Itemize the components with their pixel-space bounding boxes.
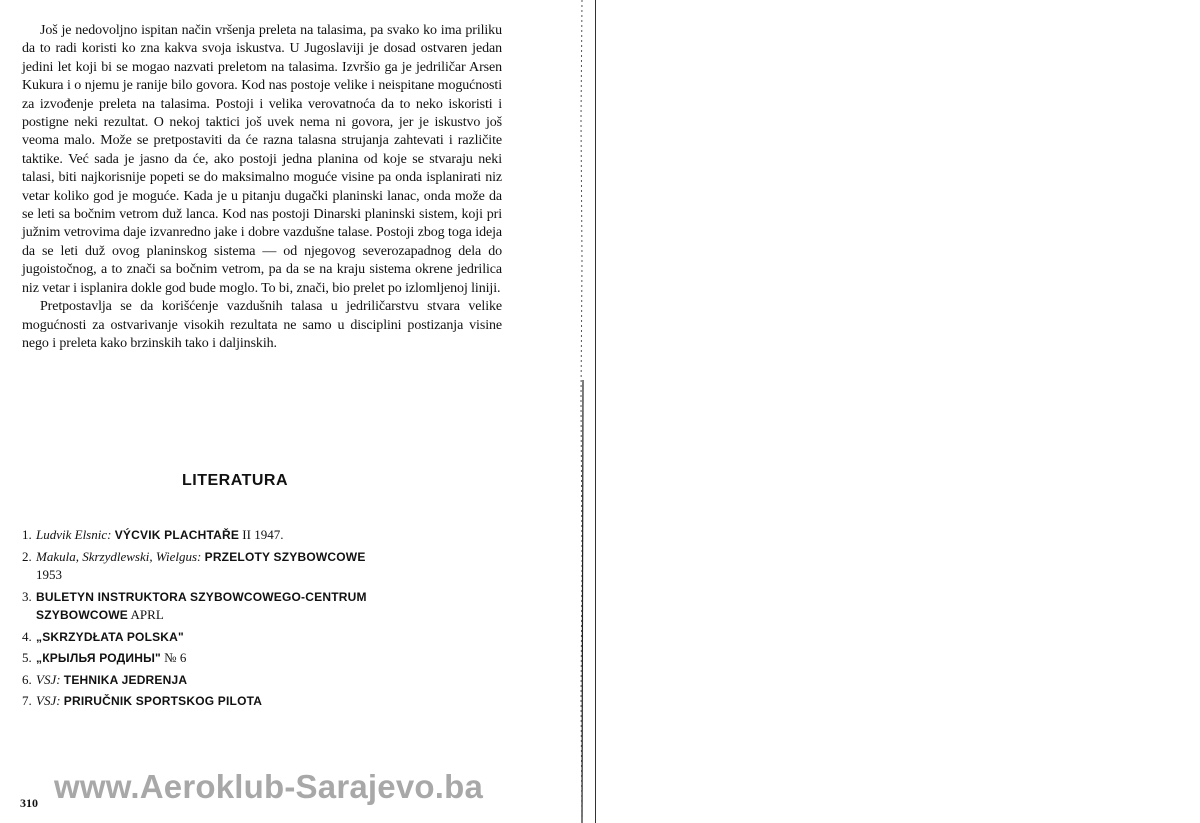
item-author: Makula, Skrzydlewski, Wielgus: <box>36 548 202 564</box>
blank-right-page <box>597 0 1200 823</box>
literature-item <box>22 548 452 585</box>
item-author: VSJ: <box>36 693 61 708</box>
item-number: 4. <box>22 628 32 644</box>
literature-item <box>22 588 452 625</box>
item-title: „SKRZYDŁATA POLSKA" <box>36 629 184 644</box>
site-watermark: www.Aeroklub-Sarajevo.ba <box>54 768 484 805</box>
body-paragraph-1: Još je nedovoljno ispitan način vršenja preleta na talasima, pa svako ko ima priliku da to radi koristi ko zna kakva svoja iskustva. U Jugoslaviji je dosad ostvaren jedan jedini let koji bi se mogao nazvati preletom na talasima. Izvršio ga je jedriličar Arsen Kukura i o njemu je ranije bilo govora. Kod nas postoje velike i neispitane mogućnosti za izvođenje preleta na talasima. Postoji i velika verovatnoća da to neko iskoristi i postigne neki rezultat. O nekoj taktici još uvek nema ni govora, jer je iskustvo još veoma malo. Može se pretpostaviti da će razna talasna strujanja zahtevati i različite taktike. Već sada je jasno da će, ako postoji jedna planina od koje se stvaraju neki talasi, biti najkorisnije popeti se do maksimalno moguće visine pa onda isplanirati niz vetar koliko god je moguće. Kada je u pitanju dugački planinski lanac, onda može da se leti sa bočnim vetrom duž lanca. Kod nas postoji Dinarski planinski sistem, koji pri južnim vetrovima daje izvanredno jake i dobre vazdušne talase. Postoji zbog toga ideja da se leti duž ovog planinskog sistema — od njegovog severozapadnog dela do jugoistočnog, a to znači sa bočnim vetrom, pa da se na kraju sistema okrene jedrilica niz vetar i isplanira dokle god bude moglo. To bi, znači, bio prelet po izlomljenoj liniji. <box>22 23 502 296</box>
item-suffix: 1953 <box>36 567 62 582</box>
item-title: PRZELOTY SZYBOWCOWE <box>204 549 366 564</box>
item-suffix: № 6 <box>160 650 187 665</box>
item-title: „КРЫЛЬЯ РОДИНЫ" <box>36 651 161 665</box>
item-suffix: II 1947. <box>239 527 284 542</box>
body-text <box>22 22 502 353</box>
literature-item <box>22 671 452 690</box>
item-number: 7. <box>22 693 32 708</box>
item-number: 6. <box>22 671 32 687</box>
literature-item <box>22 526 452 545</box>
item-title: VÝCVIK PLACHTAŘE <box>114 528 240 542</box>
literature-item <box>22 692 452 711</box>
literature-heading: LITERATURA <box>182 472 289 489</box>
left-page <box>0 0 596 823</box>
item-author: Ludvik Elsnic: <box>36 527 112 542</box>
literature-item <box>22 628 452 647</box>
literature-list <box>22 526 452 711</box>
page-number: 310 <box>20 796 38 810</box>
item-author: VSJ: <box>36 671 61 687</box>
item-number: 3. <box>22 588 32 604</box>
item-number: 5. <box>22 650 32 665</box>
item-title: TEHNIKA JEDRENJA <box>63 672 188 687</box>
book-gutter <box>595 0 596 823</box>
item-number: 2. <box>22 548 32 564</box>
body-paragraph-2: Pretpostavlja se da korišćenje vazdušnih talasa u jedriličarstvu stvara velike mogućnosti za ostvarivanje visokih rezultata ne samo u disciplini postizanja visine nego i preleta kako brzinskih tako i daljinskih. <box>22 299 502 351</box>
item-number: 1. <box>22 527 32 542</box>
item-suffix: APRL <box>128 607 164 622</box>
page-edge-shadow <box>577 0 585 823</box>
literature-item <box>22 649 452 668</box>
item-title: PRIRUČNIK SPORTSKOG PILOTA <box>63 694 263 708</box>
item-title: BULETYN INSTRUKTORA SZYBOWCOWEGO-CENTRUM SZYBOWCOWE <box>36 589 367 622</box>
